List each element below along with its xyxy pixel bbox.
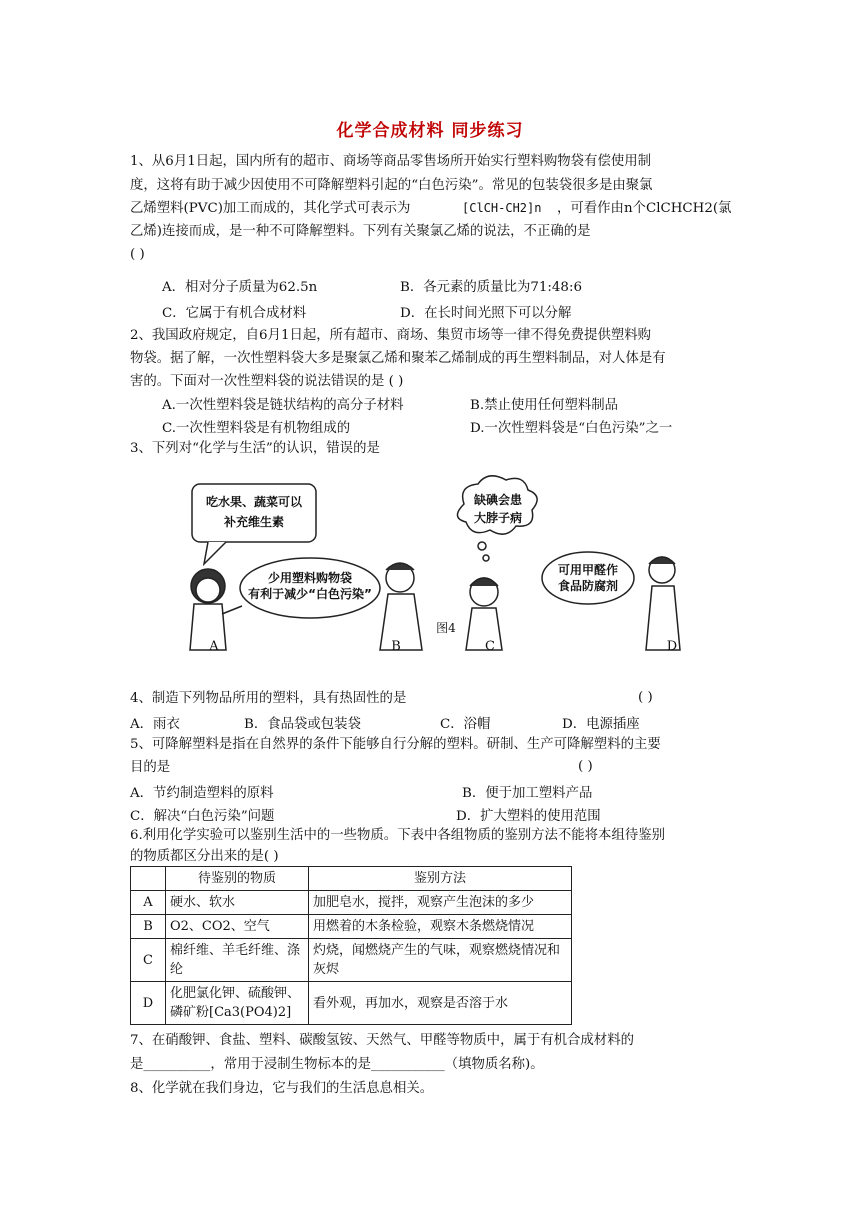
q5-option-a: A．节约制造塑料的原料 (130, 786, 274, 801)
bubble-b-text-2: 有利于减少“白色污染” (248, 587, 372, 601)
bubble-d-text-1: 可用甲醛作 (557, 563, 619, 577)
table-row (131, 982, 572, 1025)
pvc-formula: [ClCH-CH2]n (462, 201, 542, 215)
q2-line: 2、我国政府规定，自6月1日起，所有超市、商场、集贸市场等一律不得免费提供塑料购 (130, 328, 652, 343)
table-cell: 看外观，再加水，观察是否溶于水 (309, 982, 572, 1025)
q1-option-a: A．相对分子质量为62.5n (162, 280, 318, 295)
label-a: A (209, 639, 219, 654)
table-cell: 化肥氯化钾、硫酸钾、磷矿粉[Ca3(PO4)2] (166, 982, 309, 1025)
table-header-cell: 鉴别方法 (309, 867, 572, 891)
q7-line: 是__________，常用于浸制生物标本的是___________（填物质名称)。 (130, 1057, 544, 1072)
table-cell: C (131, 939, 166, 982)
table-row (131, 939, 572, 982)
bubble-d-text-2: 食品防腐剂 (557, 579, 619, 593)
q4-option-b: B．食品袋或包装袋 (244, 717, 361, 732)
q1-option-c: C．它属于有机合成材料 (162, 306, 307, 321)
person-c (466, 578, 502, 650)
q1-line: ，可看作由n个ClCHCH2(氯 (557, 201, 732, 216)
person-a (190, 569, 242, 650)
q1-line: 乙烯)连接而成，是一种不可降解塑料。下列有关聚氯乙烯的说法，不正确的是 (130, 224, 591, 239)
bubble-a (192, 484, 316, 542)
table-header-cell: 待鉴别的物质 (166, 867, 309, 891)
label-b: B (391, 639, 401, 654)
q2-option-a: A.一次性塑料袋是链状结构的高分子材料 (162, 398, 404, 413)
cartoon-figure (168, 474, 688, 662)
answer-paren: ( ) (638, 690, 653, 705)
figure-label: 图4 (436, 621, 456, 635)
bubble-d (542, 552, 634, 604)
page-title: 化学合成材料 同步练习 (336, 121, 524, 141)
q5-line: 目的是 (130, 760, 171, 775)
q2-option-b: B.禁止使用任何塑料制品 (470, 398, 619, 413)
table-row (131, 891, 572, 915)
identification-table (130, 866, 572, 1025)
table-cell: A (131, 891, 166, 915)
q7-line: 7、在硝酸钾、食盐、塑料、碳酸氢铵、天然气、甲醛等物质中，属于有机合成材料的 (130, 1033, 634, 1048)
bubble-a-text-2: 补充维生素 (223, 515, 285, 529)
q1-option-d: D．在长时间光照下可以分解 (400, 306, 572, 321)
bubble-c-text-1: 缺碘会患 (473, 493, 523, 507)
q5-line: 5、可降解塑料是指在自然界的条件下能够自行分解的塑料。研制、生产可降解塑料的主要 (130, 737, 661, 752)
label-d: D (666, 639, 678, 654)
table-header-cell (131, 867, 166, 891)
table-cell: B (131, 915, 166, 939)
table-row (131, 915, 572, 939)
table-cell: 灼烧，闻燃烧产生的气味，观察燃烧情况和灰烬 (309, 939, 572, 982)
q8-line: 8、化学就在我们身边，它与我们的生活息息相关。 (130, 1081, 434, 1096)
q2-option-c: C.一次性塑料袋是有机物组成的 (162, 421, 351, 436)
q1-line: 乙烯塑料(PVC)加工而成的，其化学式可表示为 (130, 201, 411, 216)
bubble-b-text-1: 少用塑料购物袋 (267, 571, 353, 585)
q1-line: 度，这将有助于减少因使用不可降解塑料引起的“白色污染”。常见的包装袋很多是由聚氯 (130, 178, 653, 193)
q4-option-c: C．浴帽 (440, 717, 491, 732)
q1-line: 1、从6月1日起，国内所有的超市、商场等商品零售场所开始实行塑料购物袋有偿使用制 (130, 154, 652, 169)
bubble-a-text-1: 吃水果、蔬菜可以 (205, 495, 303, 509)
answer-paren: ( ) (578, 759, 593, 774)
q2-option-d: D.一次性塑料袋是“白色污染”之一 (470, 421, 673, 436)
label-c: C (485, 639, 495, 654)
q4-option-d: D．电源插座 (562, 717, 640, 732)
table-cell: 加肥皂水，搅拌，观察产生泡沫的多少 (309, 891, 572, 915)
q1-option-b: B．各元素的质量比为71:48:6 (400, 280, 582, 295)
q4-option-a: A．雨衣 (130, 717, 180, 732)
q2-line: 害的。下面对一次性塑料袋的说法错误的是 ( ) (130, 374, 404, 389)
table-cell: 用燃着的木条检验，观察木条燃烧情况 (309, 915, 572, 939)
table-cell: D (131, 982, 166, 1025)
q6-line: 的物质都区分出来的是( ) (130, 849, 279, 864)
q5-option-d: D．扩大塑料的使用范围 (456, 809, 601, 824)
table-header-row (131, 867, 572, 891)
person-b (380, 563, 422, 650)
table-cell: 硬水、软水 (166, 891, 309, 915)
q6-line: 6.利用化学实验可以鉴别生活中的一些物质。下表中各组物质的鉴别方法不能将本组待鉴别 (130, 828, 666, 843)
table-cell: 棉纤维、羊毛纤维、涤纶 (166, 939, 309, 982)
q4-line: 4、制造下列物品所用的塑料，具有热固性的是 (130, 691, 407, 706)
q3-line: 3、下列对“化学与生活”的认识，错误的是 (130, 441, 380, 456)
q5-option-c: C．解决“白色污染”问题 (130, 809, 275, 824)
q2-line: 物袋。据了解，一次性塑料袋大多是聚氯乙烯和聚苯乙烯制成的再生塑料制品，对人体是有 (130, 351, 666, 366)
table-cell: O2、CO2、空气 (166, 915, 309, 939)
bubble-c-text-2: 大脖子病 (473, 511, 523, 525)
answer-paren: ( ) (130, 247, 145, 262)
person-d (646, 557, 680, 650)
q5-option-b: B．便于加工塑料产品 (462, 786, 593, 801)
